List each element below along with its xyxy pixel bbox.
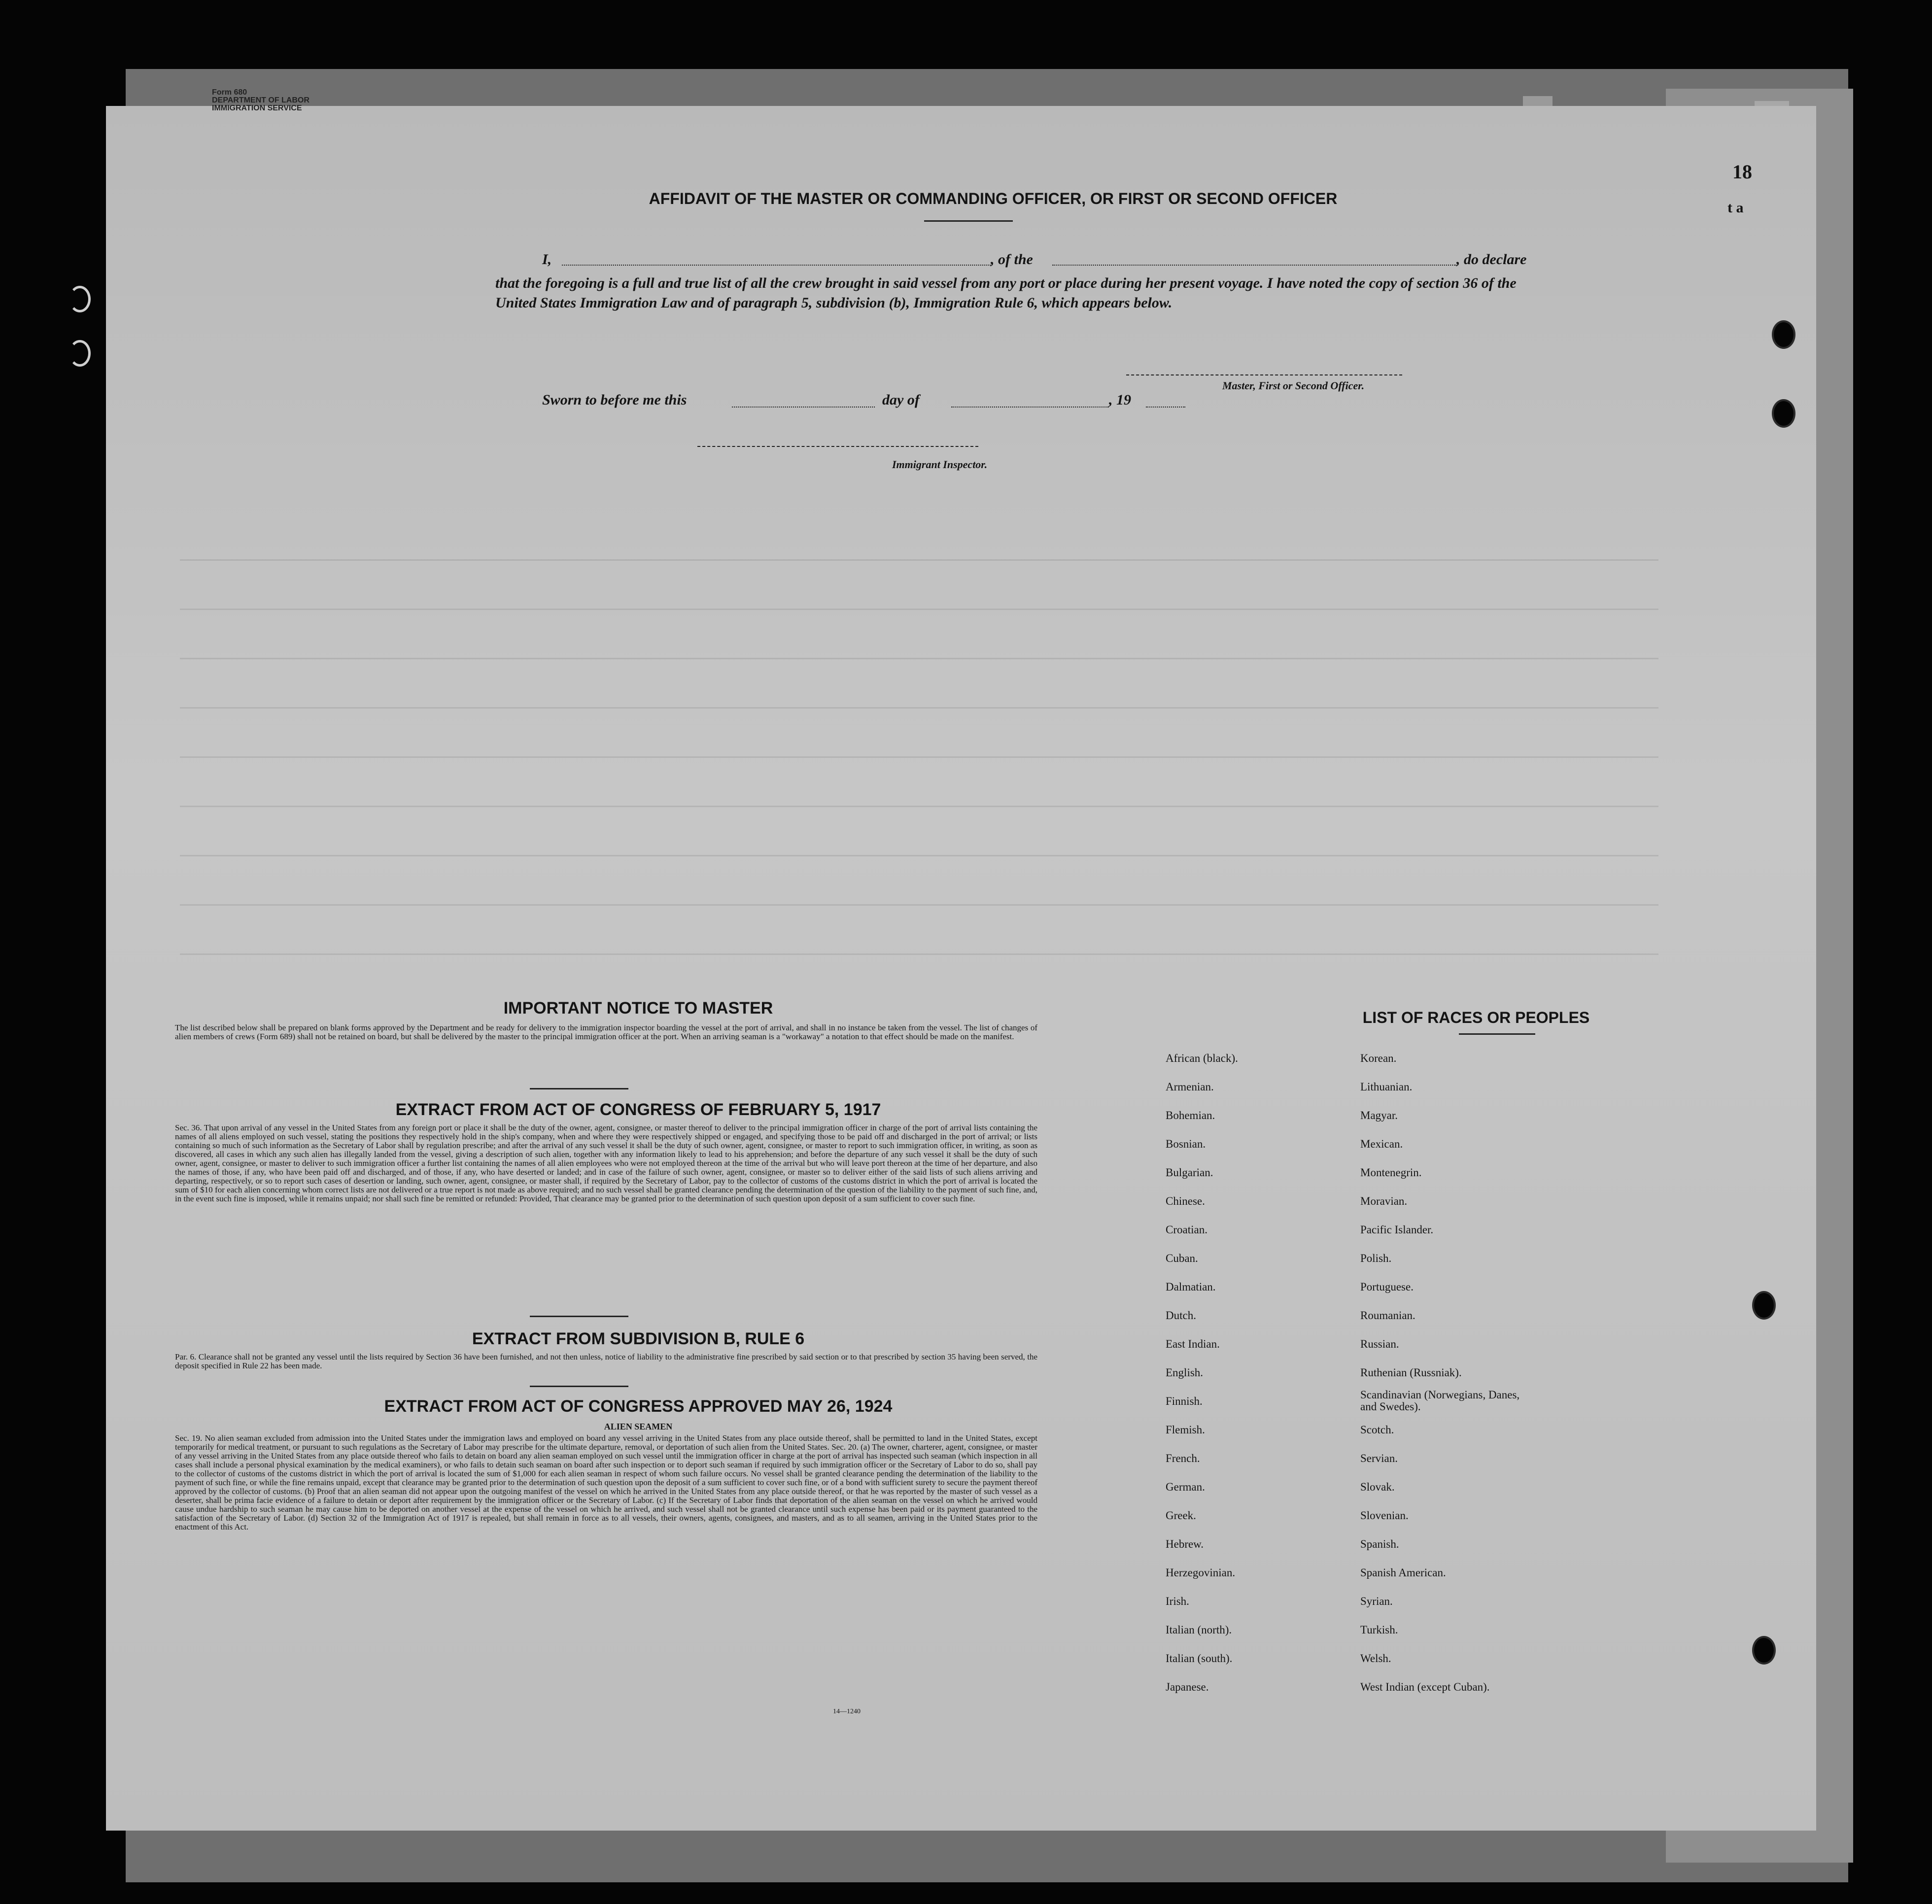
race-item: Spanish. [1360, 1538, 1399, 1550]
race-item: Spanish American. [1360, 1566, 1446, 1579]
form-label [212, 89, 409, 112]
race-item: Korean. [1360, 1052, 1397, 1064]
affidavit-do-declare: , do declare [1456, 251, 1527, 268]
title-rule [924, 220, 1013, 222]
sworn-text: Sworn to before me this [542, 392, 687, 408]
race-item: German. [1166, 1481, 1205, 1493]
race-item: Scotch. [1360, 1424, 1394, 1436]
race-item: Roumanian. [1360, 1309, 1415, 1322]
punch-hole [1772, 399, 1795, 428]
race-item: Pacific Islander. [1360, 1224, 1434, 1236]
race-item: Croatian. [1166, 1224, 1208, 1236]
inspector-label: Immigrant Inspector. [892, 458, 988, 471]
page-letters: t a [1727, 200, 1744, 216]
binder-ring [69, 340, 91, 367]
race-item: Turkish. [1360, 1624, 1398, 1636]
notice-rule [530, 1088, 628, 1089]
race-item: Greek. [1166, 1509, 1196, 1522]
punch-hole [1752, 1291, 1776, 1320]
races-title: LIST OF RACES OR PEOPLES [1362, 1009, 1590, 1026]
notice-text: The list described below shall be prepared on blank forms approved by the Department and be ready for delivery to the immigration inspector boarding the vessel at the port of arrival, and shall in no instance be taken from the vessel. The list of changes of alien members of crews (Form 689) shall not be retained on board, but shall be delivered by the master to the principal immigration officer at the port. When an arriving seaman is a "workaway" a notation to that effect should be made on the manifest. [175, 1023, 1037, 1041]
race-item: Portuguese. [1360, 1281, 1414, 1293]
form-service: IMMIGRATION SERVICE [212, 104, 302, 112]
document-page [106, 88, 1816, 1831]
race-item: Slovak. [1360, 1481, 1395, 1493]
affidavit-i: I, [542, 251, 552, 268]
race-item: Servian. [1360, 1452, 1398, 1464]
page-number: 18 [1732, 161, 1752, 183]
race-item: Herzegovinian. [1166, 1566, 1236, 1579]
race-item: Syrian. [1360, 1595, 1393, 1607]
race-item: Bosnian. [1166, 1138, 1206, 1150]
month-blank [951, 407, 1109, 408]
race-item: Irish. [1166, 1595, 1189, 1607]
race-item: African (black). [1166, 1052, 1238, 1064]
extract-rule6-rule [530, 1386, 628, 1387]
print-code: 14—1240 [833, 1708, 861, 1715]
affidavit-body: that the foregoing is a full and true list of all the crew brought in said vessel from any port or place during her present voyage. I have noted the copy of section 36 of the United States Immigration Law and of paragraph 5, subdivision (b), Immigration Rule 6, which appears below. [495, 275, 1517, 311]
year-blank [1146, 407, 1185, 408]
race-item: Armenian. [1166, 1081, 1214, 1093]
extract-1924-title: EXTRACT FROM ACT OF CONGRESS APPROVED MAY 26, 1924 [384, 1397, 893, 1416]
race-item: Welsh. [1360, 1652, 1391, 1665]
day-of: day of [882, 392, 920, 408]
race-item: Mexican. [1360, 1138, 1403, 1150]
extract-1924-subtitle: ALIEN SEAMEN [604, 1422, 673, 1431]
form-department: DEPARTMENT OF LABOR [212, 96, 310, 104]
race-item: Italian (north). [1166, 1624, 1232, 1636]
extract-rule6-title: EXTRACT FROM SUBDIVISION B, RULE 6 [472, 1329, 805, 1348]
race-item: Scandinavian (Norwegians, Danes, and Swedes). [1360, 1389, 1520, 1413]
extract-rule6-text: Par. 6. Clearance shall not be granted any vessel until the lists required by Section 36 have been furnished, and not then unless, notice of liability to the administrative fine prescribed by said section or to that prescribed by section 35 having been served, the deposit specified in Rule 22 has been made. [175, 1352, 1037, 1370]
year-prefix: , 19 [1109, 392, 1131, 408]
notice-title: IMPORTANT NOTICE TO MASTER [503, 999, 773, 1018]
race-item: Japanese. [1166, 1681, 1209, 1693]
race-item: Moravian. [1360, 1195, 1408, 1207]
race-item: Chinese. [1166, 1195, 1205, 1207]
day-blank [732, 407, 875, 408]
race-item: Dalmatian. [1166, 1281, 1216, 1293]
extract-1924-text: Sec. 19. No alien seaman excluded from admission into the United States under the immigration laws and employed on board any vessel arriving in the United States from any place outside thereof, shall be permitted to land in the United States, except temporarily for medical treatment, or pursuant to such regulations as the Secretary of Labor may prescribe for the ultimate departure, removal, or deportation of such alien from the United States. Sec. 20. (a) The owner, charterer, agent, consignee, or master of any vessel arriving in the United States from any place outside thereof who fails to detain on board any alien seaman employed on such vessel until the immigration officer in charge at the port of arrival has inspected such seaman (which inspection in all cases shall include a personal physical examination by the medical examiners), or who fails to detain such seaman on board after such inspection or to deport such seaman if required by such immigration officer or the Secretary of Labor to do so, shall pay to the collector of customs of the customs district in which the port of arrival is located the sum of $1,000 for each alien seaman in respect of whom such failure occurs. No vessel shall be granted clearance pending the determination of the liability to the payment of such fine, or while the fine remains unpaid, except that clearance may be granted prior to the determination of such question upon the deposit of a sum sufficient to cover such fine, or of a bond with sufficient surety to secure the payment thereof approved by the collector of customs. (b) Proof that an alien seaman did not appear upon the outgoing manifest of the vessel on which he arrived in the United States from any place outside thereof, or that he was reported by the master of such vessel as a deserter, shall be prima facie evidence of a failure to detain or deport after requirement by the immigration officer or the Secretary of Labor. (c) If the Secretary of Labor finds that deportation of the alien seaman on the vessel on which he arrived would cause undue hardship to such seaman he may cause him to be deported on another vessel at the expense of the vessel on which he arrived, and such vessel shall not be granted clearance until such expense has been paid or its payment guaranteed to the satisfaction of the Secretary of Labor. (d) Section 32 of the Immigration Act of 1917 is repealed, but shall remain in force as to all vessels, their owners, agents, consignees, and masters, and as to all seamen, arriving in the United States prior to the enactment of this Act. [175, 1433, 1037, 1531]
race-item: Montenegrin. [1360, 1166, 1422, 1179]
race-item: Bohemian. [1166, 1109, 1215, 1122]
affidavit-of-the: , of the [991, 251, 1033, 268]
form-number: Form 680 [212, 88, 247, 97]
signer-label: Master, First or Second Officer. [1222, 379, 1365, 392]
vessel-blank [1052, 265, 1456, 266]
race-item: Cuban. [1166, 1252, 1198, 1264]
race-item: Italian (south). [1166, 1652, 1233, 1665]
race-item: Ruthenian (Russniak). [1360, 1366, 1462, 1379]
race-item: Polish. [1360, 1252, 1392, 1264]
race-item: Dutch. [1166, 1309, 1196, 1322]
signature-blank [1126, 374, 1402, 375]
name-blank [562, 265, 991, 266]
races-rule [1459, 1033, 1535, 1035]
race-item: French. [1166, 1452, 1200, 1464]
race-item: Flemish. [1166, 1424, 1205, 1436]
extract-1917-rule [530, 1316, 628, 1317]
race-item: Magyar. [1360, 1109, 1398, 1122]
inspector-blank [697, 446, 978, 447]
extract-1917-text: Sec. 36. That upon arrival of any vessel in the United States from any foreign port or place it shall be the duty of the owner, agent, consignee, or master thereof to deliver to the principal immigration officer in charge of the port of arrival lists containing the names of all aliens employed on such vessel, stating the positions they respectively hold in the ship's company, when and where they were respectively shipped or engaged, and specifying those to be paid off and discharged in the port of arrival; or lists containing so much of such information as the Secretary of Labor shall by regulation prescribe; and after the arrival of any such vessel it shall be the duty of such owner, agent, consignee, or master to report to such immigration officer, in writing, as soon as discovered, all cases in which any such alien has illegally landed from the vessel, giving a description of such alien, together with any information likely to lead to his apprehension; and before the departure of any such vessel it shall be the duty of such owner, agent, consignee, or master to deliver to such immigration officer a further list containing the names of all alien employees who were not employed thereon at the time of the arrival but who will leave port thereon at the time of her departure, and also the names of those, if any, who have been paid off and discharged, and of those, if any, who have deserted or landed; and in case of the failure of such owner, agent, consignee, or master so to deliver either of the said lists of such aliens arriving and departing, respectively, or so to report such cases of desertion or landing, such owner, agent, consignee, or master shall, if required by the Secretary of Labor, pay to the collector of customs of the customs district in which the port of arrival is located the sum of $10 for each alien concerning whom correct lists are not delivered or a true report is not made as above required; and no such vessel shall be granted clearance pending the determination of the question of the liability to the payment of such fine, and, in the event such fine is imposed, while it remains unpaid; nor shall such fine be remitted or refunded: Provided, That clearance may be granted prior to the determination of such question upon deposit of a sum sufficient to cover such fine. [175, 1123, 1037, 1203]
binder-ring [69, 286, 91, 312]
punch-hole [1772, 320, 1795, 349]
race-item: Slovenian. [1360, 1509, 1409, 1522]
race-item: West Indian (except Cuban). [1360, 1681, 1490, 1693]
race-item: Russian. [1360, 1338, 1399, 1350]
race-item: Bulgarian. [1166, 1166, 1213, 1179]
race-item: East Indian. [1166, 1338, 1220, 1350]
race-item: Lithuanian. [1360, 1081, 1413, 1093]
race-item: Finnish. [1166, 1395, 1203, 1407]
extract-1917-title: EXTRACT FROM ACT OF CONGRESS OF FEBRUARY 5, 1917 [395, 1100, 881, 1119]
punch-hole [1752, 1636, 1776, 1665]
race-item: Hebrew. [1166, 1538, 1204, 1550]
affidavit-title: AFFIDAVIT OF THE MASTER OR COMMANDING OFFICER, OR FIRST OR SECOND OFFICER [649, 190, 1338, 207]
race-item: English. [1166, 1366, 1204, 1379]
